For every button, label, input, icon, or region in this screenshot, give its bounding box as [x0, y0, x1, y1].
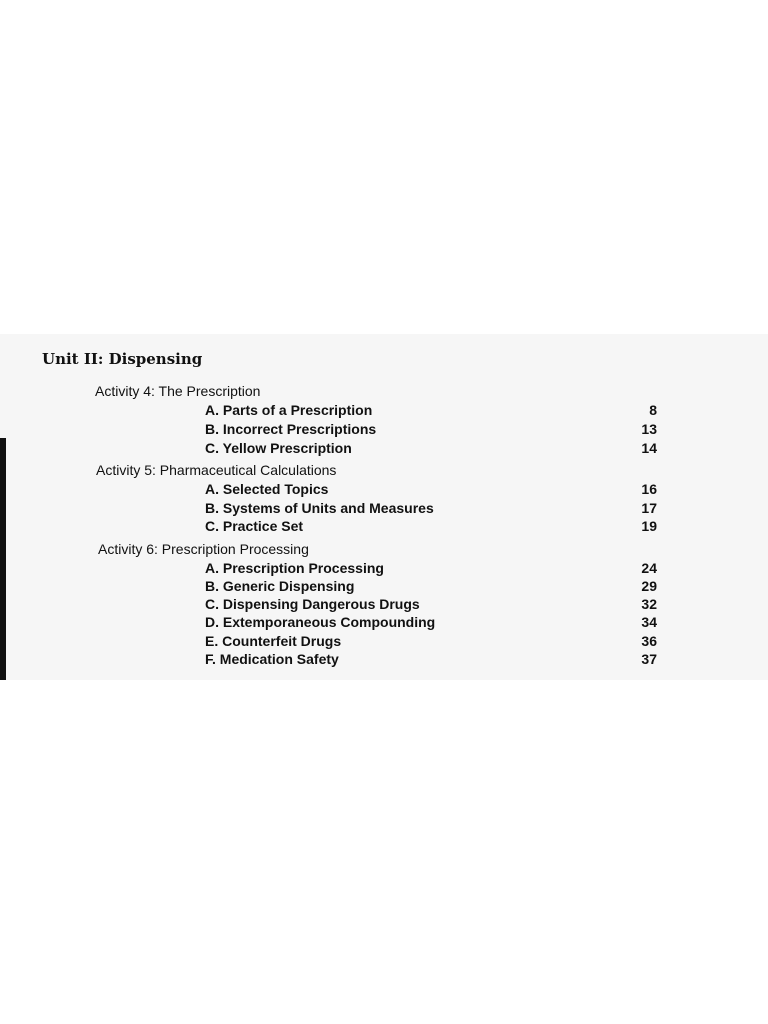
toc-entry-label: A. Parts of a Prescription: [205, 402, 373, 418]
toc-entry: [205, 517, 657, 535]
toc-entry-label: C. Dispensing Dangerous Drugs: [205, 596, 420, 612]
toc-entry-label: E. Counterfeit Drugs: [205, 633, 342, 649]
toc-entry-page: 36: [641, 633, 657, 649]
toc-entry-label: A. Selected Topics: [205, 481, 329, 497]
toc-entry-page: 14: [641, 440, 657, 456]
toc-entry: [205, 577, 657, 595]
toc-entry-label: D. Extemporaneous Compounding: [205, 614, 436, 630]
toc-entry-page: 16: [641, 481, 657, 497]
toc-entry: [205, 650, 657, 668]
toc-entry-page: 24: [641, 560, 657, 576]
toc-entry-label: C. Practice Set: [205, 518, 304, 534]
toc-entry: [205, 632, 657, 650]
toc-entry-page: 34: [641, 614, 657, 630]
toc-entry-page: 13: [641, 421, 657, 437]
toc-entry-page: 8: [649, 402, 657, 418]
activity-heading: Activity 4: The Prescription: [95, 383, 261, 399]
toc-entry: [205, 420, 657, 438]
toc-entry-label: C. Yellow Prescription: [205, 440, 352, 456]
toc-entry: [205, 480, 657, 498]
toc-entry-page: 29: [641, 578, 657, 594]
toc-entry-label: B. Incorrect Prescriptions: [205, 421, 377, 437]
toc-entry-label: B. Generic Dispensing: [205, 578, 355, 594]
activity-heading: Activity 5: Pharmaceutical Calculations: [96, 462, 337, 478]
toc-entry-page: 32: [641, 596, 657, 612]
toc-entry-label: A. Prescription Processing: [205, 560, 384, 576]
toc-entry: [205, 401, 657, 419]
toc-entry: [205, 439, 657, 457]
toc-entry-page: 19: [641, 518, 657, 534]
toc-entry: [205, 595, 657, 613]
toc-entry-page: 37: [641, 651, 657, 667]
activity-heading: Activity 6: Prescription Processing: [98, 541, 309, 557]
toc-entry: [205, 499, 657, 517]
toc-entry-label: F. Medication Safety: [205, 651, 339, 667]
unit-heading: Unit II: Dispensing: [42, 350, 203, 368]
toc-entry: [205, 559, 657, 577]
toc-entry-label: B. Systems of Units and Measures: [205, 500, 434, 516]
toc-entry: [205, 613, 657, 631]
toc-entry-page: 17: [641, 500, 657, 516]
